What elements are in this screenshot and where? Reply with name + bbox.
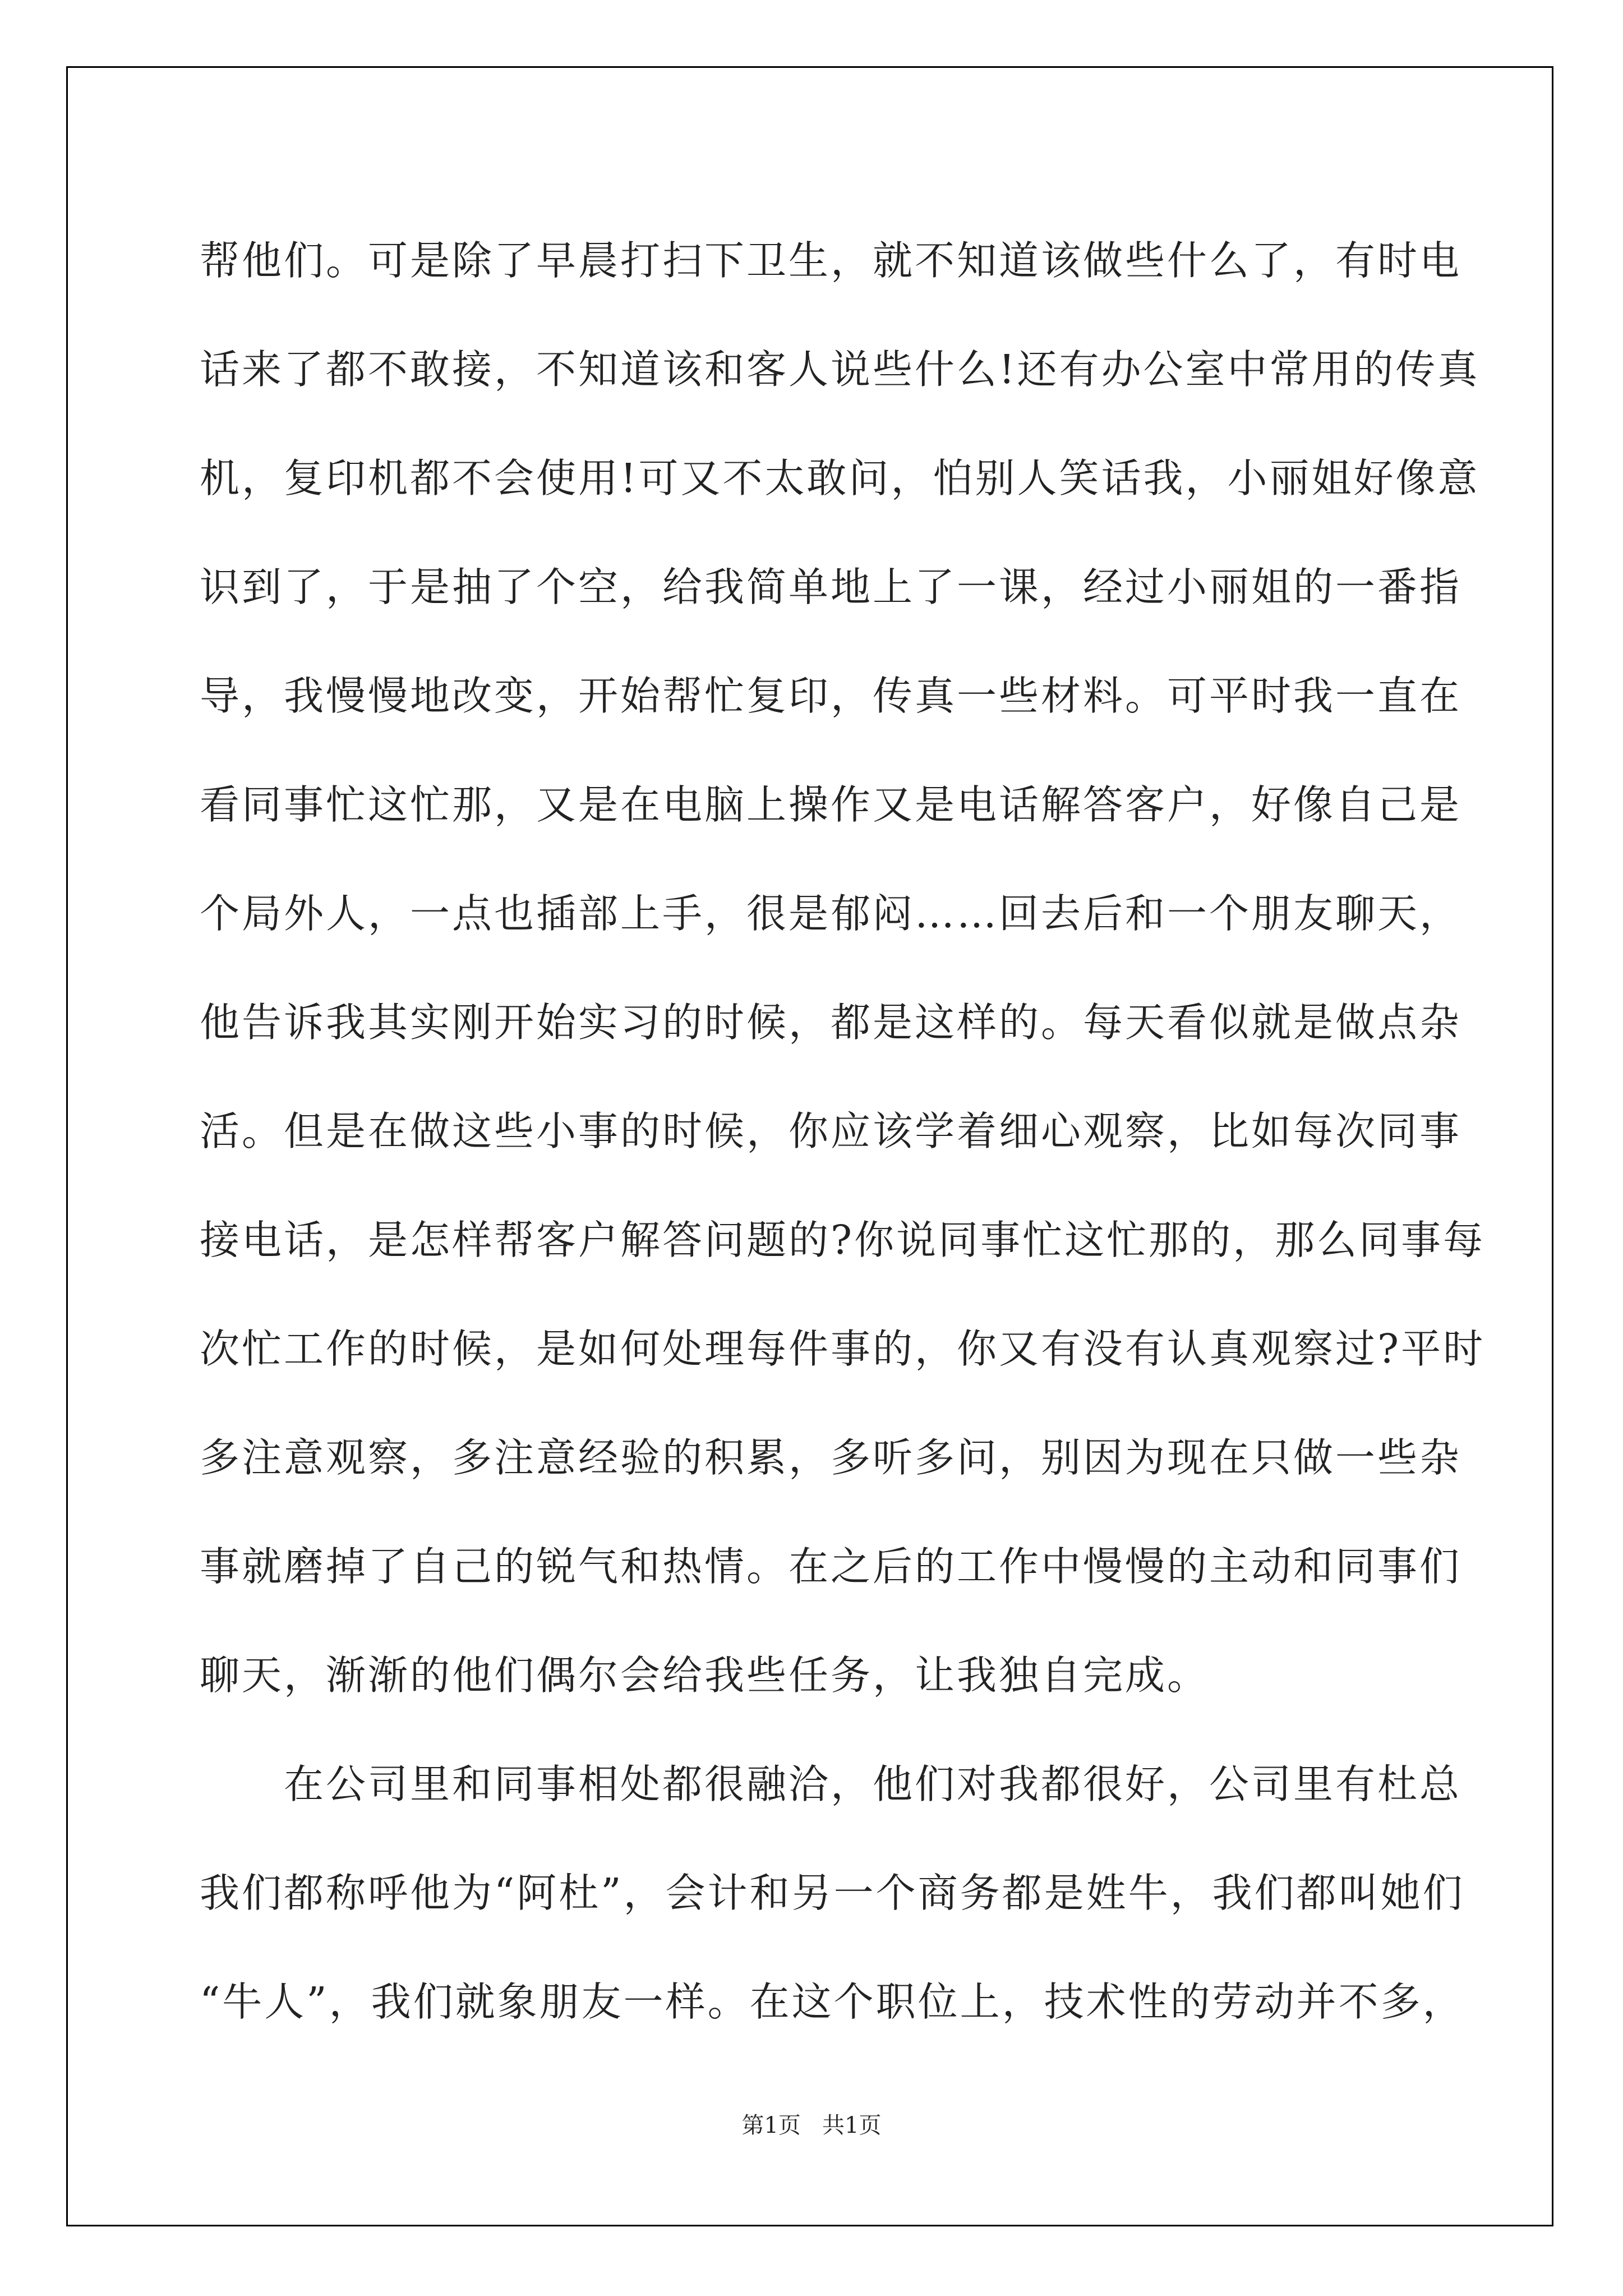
- text-line: 事就磨掉了自己的锐气和热情。在之后的工作中慢慢的主动和同事们: [200, 1543, 1462, 1590]
- page-number: 第1页 共1页: [741, 2113, 882, 2138]
- text-line: 看同事忙这忙那，又是在电脑上操作又是电话解答客户，好像自己是: [200, 781, 1462, 828]
- text-line: 多注意观察，多注意经验的积累，多听多问，别因为现在只做一些杂: [200, 1434, 1462, 1481]
- text-line: 我们都称呼他为“阿杜”，会计和另一个商务都是姓牛，我们都叫她们: [200, 1870, 1465, 1916]
- text-line: 导，我慢慢地改变，开始帮忙复印，传真一些材料。可平时我一直在: [200, 673, 1462, 719]
- text-line: 聊天，渐渐的他们偶尔会给我些任务，让我独自完成。: [200, 1652, 1210, 1699]
- document-body: [200, 206, 1486, 2056]
- text-line: 识到了，于是抽了个空，给我简单地上了一课，经过小丽姐的一番指: [200, 564, 1462, 610]
- paragraph-first-line: 在公司里和同事相处都很融洽，他们对我都很好，公司里有杜总: [284, 1761, 1462, 1807]
- text-line: 活。但是在做这些小事的时候，你应该学着细心观察，比如每次同事: [200, 1108, 1462, 1154]
- text-line: 机，复印机都不会使用!可又不太敢问，怕别人笑话我，小丽姐好像意: [200, 455, 1480, 501]
- text-line: 接电话，是怎样帮客户解答问题的?你说同事忙这忙那的，那么同事每: [200, 1217, 1486, 1263]
- text-line: 话来了都不敢接，不知道该和客人说些什么!还有办公室中常用的传真: [200, 346, 1480, 393]
- text-line: 个局外人，一点也插部上手，很是郁闷……回去后和一个朋友聊天，: [200, 890, 1462, 937]
- text-line: 帮他们。可是除了早晨打扫下卫生，就不知道该做些什么了，有时电: [200, 237, 1462, 284]
- text-line: 他告诉我其实刚开始实习的时候，都是这样的。每天看似就是做点杂: [200, 999, 1462, 1046]
- text-line: 次忙工作的时候，是如何处理每件事的，你又有没有认真观察过?平时: [200, 1326, 1486, 1372]
- text-line: “牛人”，我们就象朋友一样。在这个职位上，技术性的劳动并不多，: [200, 1978, 1465, 2025]
